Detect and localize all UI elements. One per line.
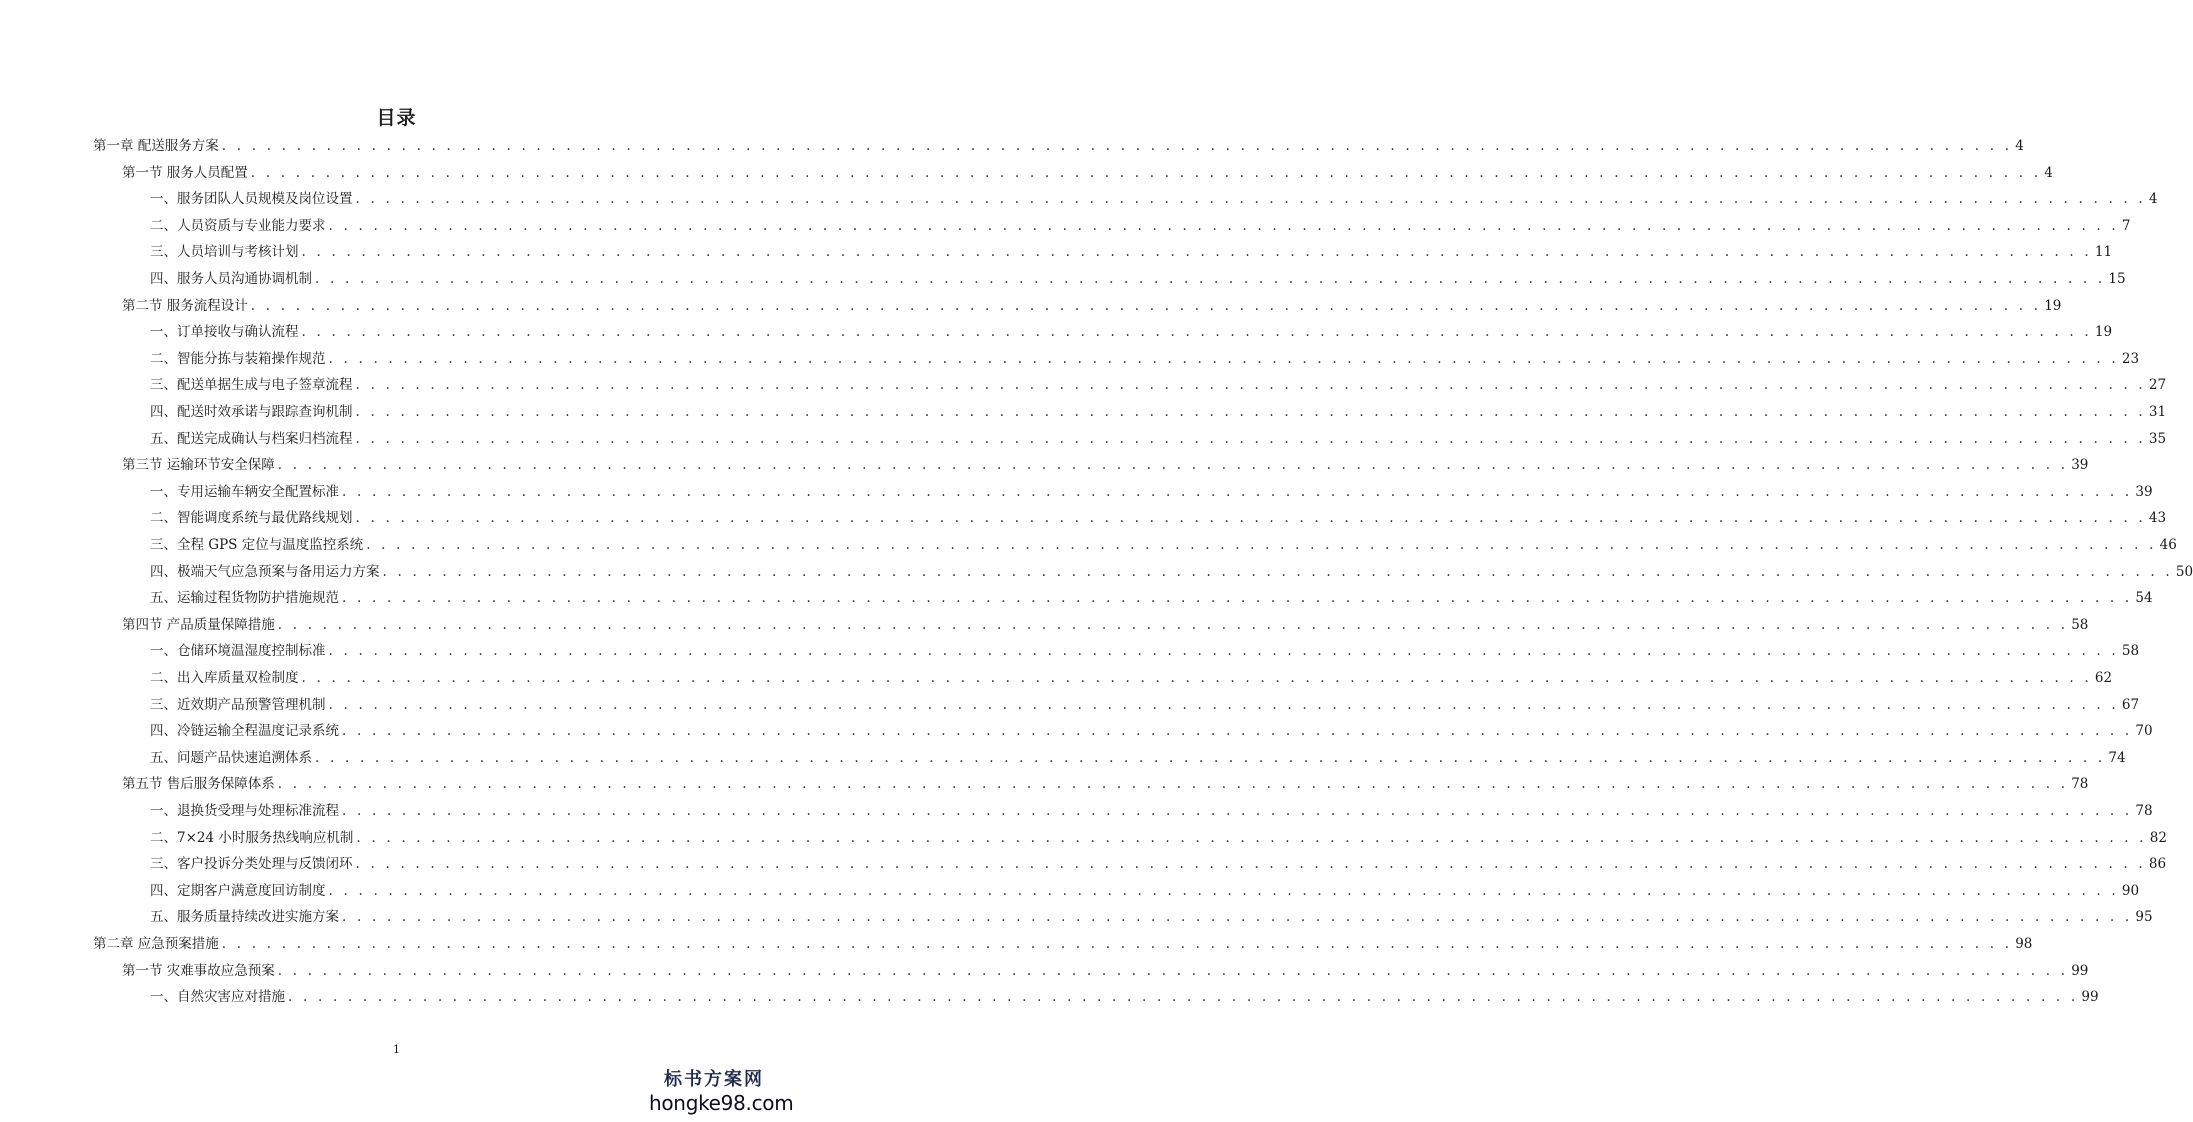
toc-entry[interactable] xyxy=(150,188,2158,210)
toc-dot-leader: . . . . . . . . . . . . . . . . . . . . . . . . . . . . . . . . . . . . . . . . . . . . . . . . . . . . . . . . . . . . . . . . . . . . . . . . . . . . . . . . . . . . . . . . . . . . . . . . . . . . . . . . . . . . . . . . . . . . . . . . xyxy=(250,164,2042,181)
toc-entry-page: 70 xyxy=(2135,723,2153,740)
toc-entry-page: 62 xyxy=(2094,670,2113,686)
toc-entry[interactable] xyxy=(150,800,2153,822)
toc-entry[interactable] xyxy=(122,960,2089,982)
toc-entry[interactable] xyxy=(150,640,2140,662)
toc-entry-page: 19 xyxy=(2044,297,2062,314)
toc-entry[interactable] xyxy=(150,348,2140,370)
toc-dot-leader: . . . . . . . . . . . . . . . . . . . . . . . . . . . . . . . . . . . . . . . . . . . . . . . . . . . . . . . . . . . . . . . . . . . . . . . . . . . . . . . . . . . . . . . . . . . . . . . . . . . . . . . . . . . . . . . . . . . . . . . . xyxy=(342,483,2133,500)
toc-entry[interactable] xyxy=(150,880,2140,902)
toc-entry-label: 第二节 服务流程设计 xyxy=(122,297,248,314)
toc-dot-leader: . . . . . . . . . . . . . . . . . . . . . . . . . . . . . . . . . . . . . . . . . . . . . . . . . . . . . . . . . . . . . . . . . . . . . . . . . . . . . . . . . . . . . . . . . . . . . . . . . . . . . . . . . . . . . . . . . . . . . . . . xyxy=(355,510,2146,527)
toc-entry-page: 4 xyxy=(2148,191,2158,208)
toc-dot-leader: . . . . . . . . . . . . . . . . . . . . . . . . . . . . . . . . . . . . . . . . . . . . . . . . . . . . . . . . . . . . . . . . . . . . . . . . . . . . . . . . . . . . . . . . . . . . . . . . . . . . . . . . . . . . . . . . . . . . . . . . xyxy=(277,616,2069,633)
toc-dot-leader: . . . . . . . . . . . . . . . . . . . . . . . . . . . . . . . . . . . . . . . . . . . . . . . . . . . . . . . . . . . . . . . . . . . . . . . . . . . . . . . . . . . . . . . . . . . . . . . . . . . . . . . . . . . . . . . . . . . . . . . . xyxy=(342,723,2133,740)
toc-entry-label: 五、运输过程货物防护措施规范 xyxy=(150,590,339,607)
toc-entry[interactable] xyxy=(122,295,2062,317)
toc-entry-label: 一、仓储环境温湿度控制标准 xyxy=(150,643,326,660)
toc-entry-label: 三、配送单据生成与电子签章流程 xyxy=(150,377,353,394)
toc-entry-page: 4 xyxy=(2015,138,2024,154)
toc-entry[interactable] xyxy=(93,135,2024,157)
toc-entry-page: 35 xyxy=(2148,430,2167,447)
toc-entry-page: 19 xyxy=(2094,324,2113,341)
toc-entry[interactable] xyxy=(150,587,2153,609)
toc-entry-page: 23 xyxy=(2121,350,2140,367)
toc-entry[interactable] xyxy=(150,906,2153,928)
toc-entry-label: 三、客户投诉分类处理与反馈闭环 xyxy=(150,856,353,873)
toc-entry[interactable] xyxy=(122,162,2053,184)
toc-entry-page: 58 xyxy=(2121,643,2140,660)
toc-entry-page: 39 xyxy=(2071,457,2089,474)
toc-entry[interactable] xyxy=(150,720,2153,742)
toc-entry[interactable] xyxy=(93,933,2033,955)
toc-entry-label: 三、近效期产品预警管理机制 xyxy=(150,696,326,713)
page-number: 1 xyxy=(393,1043,400,1056)
toc-entry-label: 第五节 售后服务保障体系 xyxy=(122,776,275,793)
toc-entry[interactable] xyxy=(150,561,2193,583)
toc-entry-label: 四、极端天气应急预案与备用运力方案 xyxy=(150,563,380,580)
toc-entry[interactable] xyxy=(150,986,2099,1008)
toc-dot-leader: . . . . . . . . . . . . . . . . . . . . . . . . . . . . . . . . . . . . . . . . . . . . . . . . . . . . . . . . . . . . . . . . . . . . . . . . . . . . . . . . . . . . . . . . . . . . . . . . . . . . . . . . . . . . . . . . . . . . . . . . xyxy=(356,829,2147,846)
toc-entry-label: 四、配送时效承诺与跟踪查询机制 xyxy=(150,404,353,420)
toc-entry-label: 二、7×24 小时服务热线响应机制 xyxy=(150,829,354,846)
toc-entry[interactable] xyxy=(150,827,2167,849)
toc-entry-label: 五、问题产品快速追溯体系 xyxy=(150,749,312,766)
toc-dot-leader: . . . . . . . . . . . . . . . . . . . . . . . . . . . . . . . . . . . . . . . . . . . . . . . . . . . . . . . . . . . . . . . . . . . . . . . . . . . . . . . . . . . . . . . . . . . . . . . . . . . . . . . . . . . . . . . . . . . . . . . . xyxy=(277,962,2069,979)
toc-dot-leader: . . . . . . . . . . . . . . . . . . . . . . . . . . . . . . . . . . . . . . . . . . . . . . . . . . . . . . . . . . . . . . . . . . . . . . . . . . . . . . . . . . . . . . . . . . . . . . . . . . . . . . . . . . . . . . . . . . . . . . . . xyxy=(315,749,2106,766)
toc-entry-page: 46 xyxy=(2159,537,2177,553)
toc-dot-leader: . . . . . . . . . . . . . . . . . . . . . . . . . . . . . . . . . . . . . . . . . . . . . . . . . . . . . . . . . . . . . . . . . . . . . . . . . . . . . . . . . . . . . . . . . . . . . . . . . . . . . . . . . . . . . . . . . . . . . . . . xyxy=(328,643,2119,660)
toc-entry-page: 98 xyxy=(2015,936,2033,952)
toc-dot-leader: . . . . . . . . . . . . . . . . . . . . . . . . . . . . . . . . . . . . . . . . . . . . . . . . . . . . . . . . . . . . . . . . . . . . . . . . . . . . . . . . . . . . . . . . . . . . . . . . . . . . . . . . . . . . . . . . . . . . . . . . xyxy=(382,563,2173,580)
toc-entry[interactable] xyxy=(150,241,2113,263)
toc-entry-label: 五、配送完成确认与档案归档流程 xyxy=(150,430,353,447)
toc-entry-page: 82 xyxy=(2149,829,2167,846)
toc-entry-label: 二、人员资质与专业能力要求 xyxy=(150,217,326,234)
toc-entry-page: 99 xyxy=(2071,962,2089,979)
toc-entry-page: 86 xyxy=(2148,856,2167,873)
toc-entry[interactable] xyxy=(150,428,2167,450)
watermark-line1: 标书方案网 xyxy=(664,1069,764,1090)
toc-dot-leader: . . . . . . . . . . . . . . . . . . . . . . . . . . . . . . . . . . . . . . . . . . . . . . . . . . . . . . . . . . . . . . . . . . . . . . . . . . . . . . . . . . . . . . . . . . . . . . . . . . . . . . . . . . . . . . . . . . . . . . . . xyxy=(355,404,2146,420)
toc-entry-page: 4 xyxy=(2044,164,2053,181)
toc-entry-page: 90 xyxy=(2121,882,2140,899)
toc-entry[interactable] xyxy=(150,321,2113,343)
toc-entry-page: 78 xyxy=(2135,803,2153,819)
toc-dot-leader: . . . . . . . . . . . . . . . . . . . . . . . . . . . . . . . . . . . . . . . . . . . . . . . . . . . . . . . . . . . . . . . . . . . . . . . . . . . . . . . . . . . . . . . . . . . . . . . . . . . . . . . . . . . . . . . . . . . . . . . . xyxy=(250,297,2042,314)
toc-dot-leader: . . . . . . . . . . . . . . . . . . . . . . . . . . . . . . . . . . . . . . . . . . . . . . . . . . . . . . . . . . . . . . . . . . . . . . . . . . . . . . . . . . . . . . . . . . . . . . . . . . . . . . . . . . . . . . . . . . . . . . . . xyxy=(277,457,2069,474)
toc-entry[interactable] xyxy=(150,481,2153,503)
toc-entry-page: 95 xyxy=(2135,909,2153,926)
toc-dot-leader: . . . . . . . . . . . . . . . . . . . . . . . . . . . . . . . . . . . . . . . . . . . . . . . . . . . . . . . . . . . . . . . . . . . . . . . . . . . . . . . . . . . . . . . . . . . . . . . . . . . . . . . . . . . . . . . . . . . . . . . . xyxy=(328,696,2119,713)
toc-entry-page: 15 xyxy=(2108,271,2126,287)
toc-dot-leader: . . . . . . . . . . . . . . . . . . . . . . . . . . . . . . . . . . . . . . . . . . . . . . . . . . . . . . . . . . . . . . . . . . . . . . . . . . . . . . . . . . . . . . . . . . . . . . . . . . . . . . . . . . . . . . . . . . . . . . . . xyxy=(221,936,2013,952)
toc-entry[interactable] xyxy=(150,374,2167,396)
toc-entry-label: 二、智能调度系统与最优路线规划 xyxy=(150,510,353,527)
toc-entry-page: 54 xyxy=(2135,590,2153,607)
toc-entry-label: 第四节 产品质量保障措施 xyxy=(122,616,275,633)
toc-entry-page: 43 xyxy=(2148,510,2167,527)
watermark-logo xyxy=(649,1068,794,1116)
toc-dot-leader: . . . . . . . . . . . . . . . . . . . . . . . . . . . . . . . . . . . . . . . . . . . . . . . . . . . . . . . . . . . . . . . . . . . . . . . . . . . . . . . . . . . . . . . . . . . . . . . . . . . . . . . . . . . . . . . . . . . . . . . . xyxy=(366,537,2157,553)
toc-dot-leader: . . . . . . . . . . . . . . . . . . . . . . . . . . . . . . . . . . . . . . . . . . . . . . . . . . . . . . . . . . . . . . . . . . . . . . . . . . . . . . . . . . . . . . . . . . . . . . . . . . . . . . . . . . . . . . . . . . . . . . . . xyxy=(342,803,2133,819)
toc-dot-leader: . . . . . . . . . . . . . . . . . . . . . . . . . . . . . . . . . . . . . . . . . . . . . . . . . . . . . . . . . . . . . . . . . . . . . . . . . . . . . . . . . . . . . . . . . . . . . . . . . . . . . . . . . . . . . . . . . . . . . . . . xyxy=(355,377,2146,394)
toc-entry-page: 74 xyxy=(2108,749,2126,766)
toc-dot-leader: . . . . . . . . . . . . . . . . . . . . . . . . . . . . . . . . . . . . . . . . . . . . . . . . . . . . . . . . . . . . . . . . . . . . . . . . . . . . . . . . . . . . . . . . . . . . . . . . . . . . . . . . . . . . . . . . . . . . . . . . xyxy=(301,244,2092,261)
toc-entry-label: 一、自然灾害应对措施 xyxy=(150,989,285,1006)
toc-entry-label: 第一节 灾难事故应急预案 xyxy=(122,962,275,979)
toc-entry-page: 67 xyxy=(2121,696,2140,713)
toc-entry-label: 三、全程 GPS 定位与温度监控系统 xyxy=(150,537,364,553)
toc-entry-label: 一、退换货受理与处理标准流程 xyxy=(150,803,339,819)
toc-entry-label: 第三节 运输环节安全保障 xyxy=(122,457,275,474)
toc-dot-leader: . . . . . . . . . . . . . . . . . . . . . . . . . . . . . . . . . . . . . . . . . . . . . . . . . . . . . . . . . . . . . . . . . . . . . . . . . . . . . . . . . . . . . . . . . . . . . . . . . . . . . . . . . . . . . . . . . . . . . . . . xyxy=(342,909,2133,926)
toc-entry-label: 三、人员培训与考核计划 xyxy=(150,244,299,261)
toc-entry-page: 99 xyxy=(2081,989,2099,1006)
toc-entry[interactable] xyxy=(150,401,2167,423)
toc-entry-page: 7 xyxy=(2121,217,2131,234)
toc-entry-label: 四、服务人员沟通协调机制 xyxy=(150,271,312,287)
toc-entry[interactable] xyxy=(150,534,2177,556)
toc-dot-leader: . . . . . . . . . . . . . . . . . . . . . . . . . . . . . . . . . . . . . . . . . . . . . . . . . . . . . . . . . . . . . . . . . . . . . . . . . . . . . . . . . . . . . . . . . . . . . . . . . . . . . . . . . . . . . . . . . . . . . . . . xyxy=(301,324,2092,341)
toc-entry[interactable] xyxy=(150,853,2167,875)
toc-dot-leader: . . . . . . . . . . . . . . . . . . . . . . . . . . . . . . . . . . . . . . . . . . . . . . . . . . . . . . . . . . . . . . . . . . . . . . . . . . . . . . . . . . . . . . . . . . . . . . . . . . . . . . . . . . . . . . . . . . . . . . . . xyxy=(355,856,2146,873)
toc-entry-page: 27 xyxy=(2148,377,2167,394)
toc-entry[interactable] xyxy=(122,614,2089,636)
toc-entry-page: 31 xyxy=(2148,404,2167,420)
toc-dot-leader: . . . . . . . . . . . . . . . . . . . . . . . . . . . . . . . . . . . . . . . . . . . . . . . . . . . . . . . . . . . . . . . . . . . . . . . . . . . . . . . . . . . . . . . . . . . . . . . . . . . . . . . . . . . . . . . . . . . . . . . . xyxy=(221,138,2013,154)
toc-dot-leader: . . . . . . . . . . . . . . . . . . . . . . . . . . . . . . . . . . . . . . . . . . . . . . . . . . . . . . . . . . . . . . . . . . . . . . . . . . . . . . . . . . . . . . . . . . . . . . . . . . . . . . . . . . . . . . . . . . . . . . . . xyxy=(288,989,2079,1006)
toc-entry-page: 78 xyxy=(2071,776,2089,793)
toc-dot-leader: . . . . . . . . . . . . . . . . . . . . . . . . . . . . . . . . . . . . . . . . . . . . . . . . . . . . . . . . . . . . . . . . . . . . . . . . . . . . . . . . . . . . . . . . . . . . . . . . . . . . . . . . . . . . . . . . . . . . . . . . xyxy=(301,670,2092,686)
toc-dot-leader: . . . . . . . . . . . . . . . . . . . . . . . . . . . . . . . . . . . . . . . . . . . . . . . . . . . . . . . . . . . . . . . . . . . . . . . . . . . . . . . . . . . . . . . . . . . . . . . . . . . . . . . . . . . . . . . . . . . . . . . . xyxy=(328,882,2119,899)
toc-entry-label: 二、出入库质量双检制度 xyxy=(150,670,299,686)
toc-dot-leader: . . . . . . . . . . . . . . . . . . . . . . . . . . . . . . . . . . . . . . . . . . . . . . . . . . . . . . . . . . . . . . . . . . . . . . . . . . . . . . . . . . . . . . . . . . . . . . . . . . . . . . . . . . . . . . . . . . . . . . . . xyxy=(328,217,2119,234)
toc-entry-label: 第一节 服务人员配置 xyxy=(122,164,248,181)
toc-entry-label: 四、冷链运输全程温度记录系统 xyxy=(150,723,339,740)
toc-entry-page: 11 xyxy=(2094,244,2113,261)
toc-entry[interactable] xyxy=(122,773,2089,795)
toc-entry-label: 第一章 配送服务方案 xyxy=(93,138,219,154)
toc-entry-page: 39 xyxy=(2135,483,2153,500)
toc-entry-label: 一、专用运输车辆安全配置标准 xyxy=(150,483,339,500)
watermark-line2: hongke98.com xyxy=(649,1091,794,1115)
toc-entry-label: 一、服务团队人员规模及岗位设置 xyxy=(150,191,353,208)
toc-entry[interactable] xyxy=(150,667,2113,689)
toc-entry-label: 一、订单接收与确认流程 xyxy=(150,324,299,341)
toc-entry[interactable] xyxy=(150,215,2131,237)
toc-entry-label: 二、智能分拣与装箱操作规范 xyxy=(150,350,326,367)
toc-entry-label: 五、服务质量持续改进实施方案 xyxy=(150,909,339,926)
toc-entry[interactable] xyxy=(150,747,2126,769)
toc-entry[interactable] xyxy=(150,507,2167,529)
toc-entry[interactable] xyxy=(122,454,2089,476)
toc-dot-leader: . . . . . . . . . . . . . . . . . . . . . . . . . . . . . . . . . . . . . . . . . . . . . . . . . . . . . . . . . . . . . . . . . . . . . . . . . . . . . . . . . . . . . . . . . . . . . . . . . . . . . . . . . . . . . . . . . . . . . . . . xyxy=(315,271,2106,287)
toc-entry-label: 四、定期客户满意度回访制度 xyxy=(150,882,326,899)
toc-entry-label: 第二章 应急预案措施 xyxy=(93,936,219,952)
toc-entry[interactable] xyxy=(150,268,2126,290)
toc-dot-leader: . . . . . . . . . . . . . . . . . . . . . . . . . . . . . . . . . . . . . . . . . . . . . . . . . . . . . . . . . . . . . . . . . . . . . . . . . . . . . . . . . . . . . . . . . . . . . . . . . . . . . . . . . . . . . . . . . . . . . . . . xyxy=(277,776,2069,793)
toc-entry-page: 50 xyxy=(2175,563,2193,580)
toc-dot-leader: . . . . . . . . . . . . . . . . . . . . . . . . . . . . . . . . . . . . . . . . . . . . . . . . . . . . . . . . . . . . . . . . . . . . . . . . . . . . . . . . . . . . . . . . . . . . . . . . . . . . . . . . . . . . . . . . . . . . . . . . xyxy=(342,590,2133,607)
toc-entry[interactable] xyxy=(150,694,2140,716)
toc-dot-leader: . . . . . . . . . . . . . . . . . . . . . . . . . . . . . . . . . . . . . . . . . . . . . . . . . . . . . . . . . . . . . . . . . . . . . . . . . . . . . . . . . . . . . . . . . . . . . . . . . . . . . . . . . . . . . . . . . . . . . . . . xyxy=(355,191,2146,208)
toc-dot-leader: . . . . . . . . . . . . . . . . . . . . . . . . . . . . . . . . . . . . . . . . . . . . . . . . . . . . . . . . . . . . . . . . . . . . . . . . . . . . . . . . . . . . . . . . . . . . . . . . . . . . . . . . . . . . . . . . . . . . . . . . xyxy=(328,350,2119,367)
toc-entry-page: 58 xyxy=(2071,616,2089,633)
toc-title: 目录 xyxy=(376,107,417,129)
toc-dot-leader: . . . . . . . . . . . . . . . . . . . . . . . . . . . . . . . . . . . . . . . . . . . . . . . . . . . . . . . . . . . . . . . . . . . . . . . . . . . . . . . . . . . . . . . . . . . . . . . . . . . . . . . . . . . . . . . . . . . . . . . . xyxy=(355,430,2146,447)
